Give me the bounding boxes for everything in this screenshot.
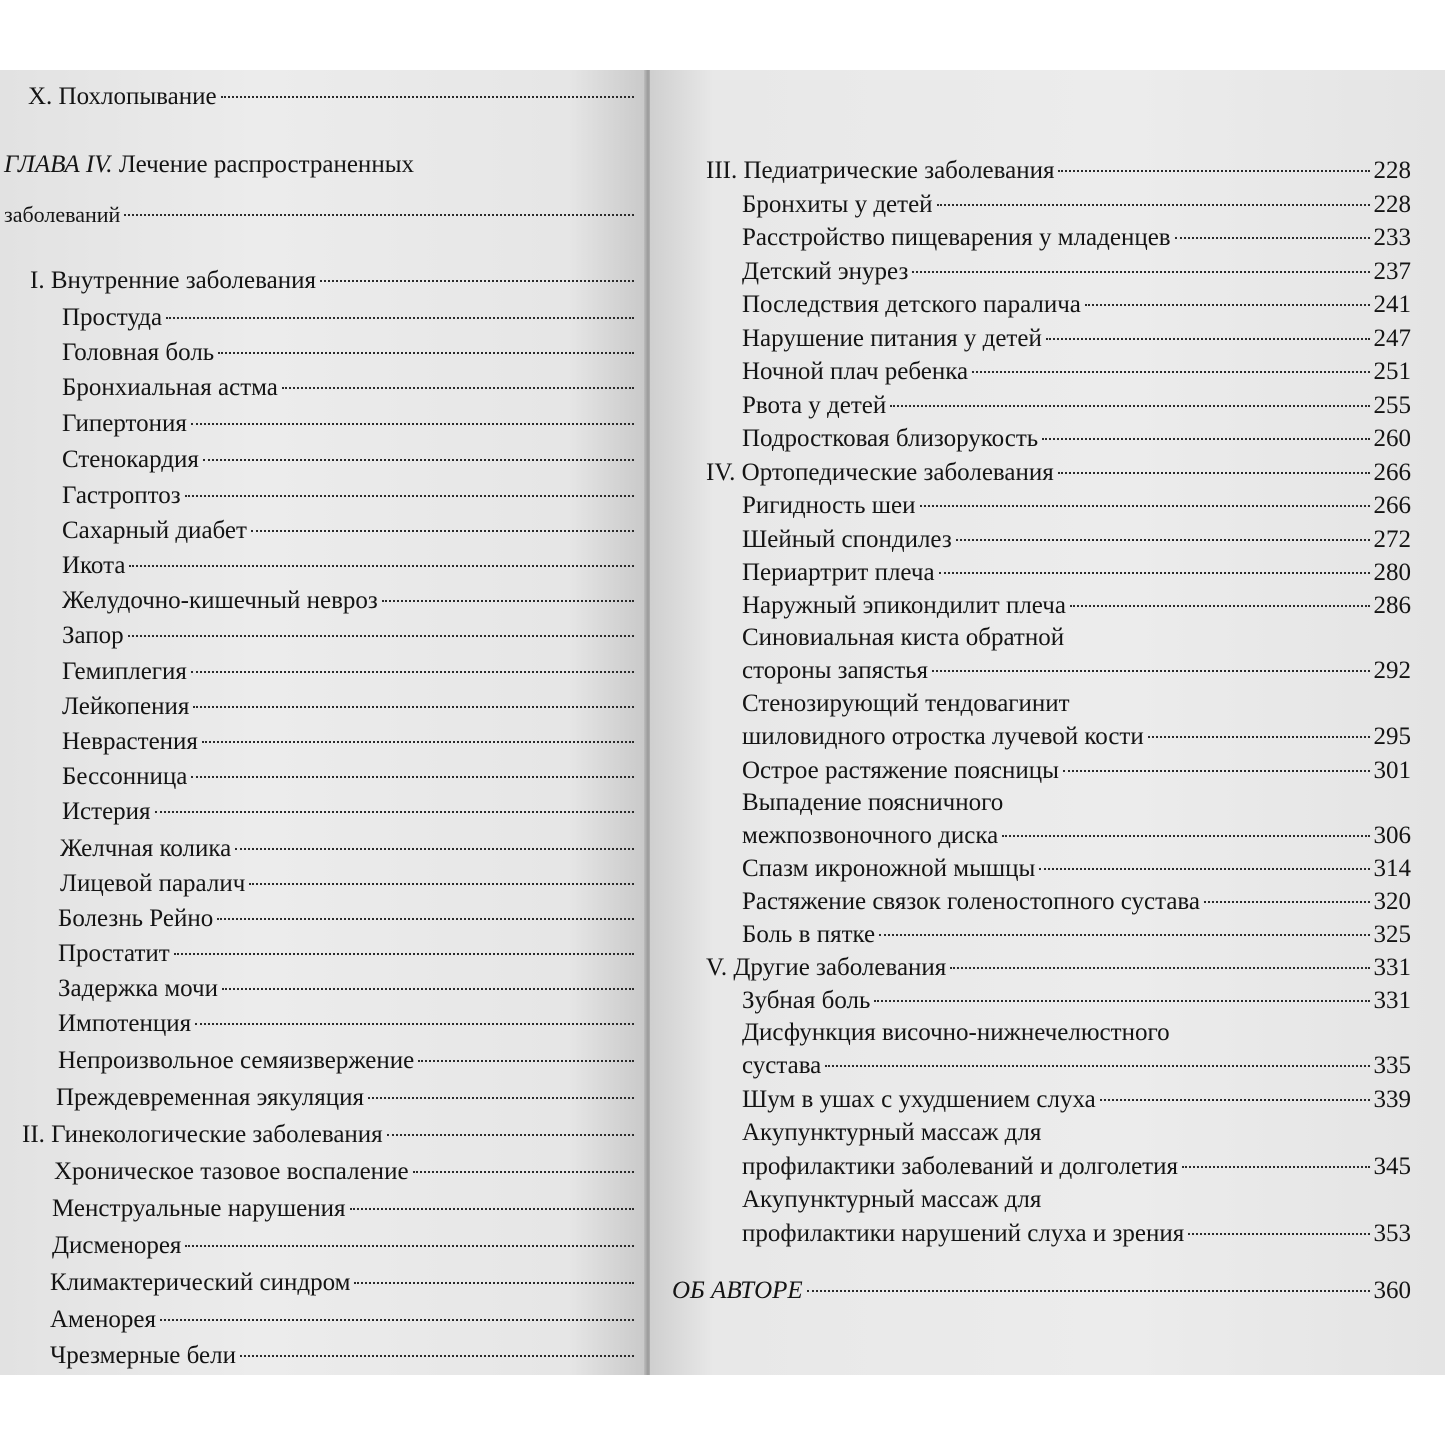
toc-entry (62, 445, 634, 475)
toc-entry-title: межпозвоночного диска (742, 822, 999, 849)
toc-entry (742, 257, 1411, 287)
toc-page-number: 286 (1373, 592, 1411, 619)
dot-leader (195, 1023, 634, 1025)
toc-entry-title: Выпадение поясничного (742, 789, 1004, 816)
toc-entry-title: Нарушение питания у детей (742, 325, 1042, 352)
toc-entry (742, 1051, 1411, 1081)
toc-entry (50, 1268, 634, 1298)
dot-leader (155, 811, 634, 813)
dot-leader (218, 352, 634, 354)
toc-entry (56, 1083, 634, 1113)
toc-page-number: 280 (1373, 559, 1411, 586)
chapter-label: ГЛАВА IV. (4, 151, 113, 178)
toc-entry (58, 1009, 634, 1039)
toc-entry (52, 1194, 634, 1224)
dot-leader (128, 635, 634, 637)
dot-leader (235, 848, 634, 850)
toc-entry (742, 821, 1411, 851)
toc-entry-title: Неврастения (62, 728, 198, 755)
toc-entry (742, 324, 1411, 354)
toc-entry-title: Гастроптоз (62, 482, 181, 509)
toc-entry (62, 692, 634, 722)
toc-entry-title: профилактики заболеваний и долголетия (742, 1153, 1178, 1180)
toc-entry (62, 303, 634, 333)
toc-page-number: 292 (1373, 657, 1411, 684)
toc-entry (60, 834, 634, 864)
toc-entry-title: Хроническое тазовое воспаление (54, 1158, 409, 1185)
toc-entry (62, 797, 634, 827)
toc-entry (58, 974, 634, 1004)
toc-entry-title: ОБ АВТОРЕ (672, 1277, 803, 1304)
toc-entry-title: Ночной плач ребенка (742, 358, 969, 385)
toc-entry-title: Лейкопения (62, 693, 190, 720)
toc-entry-title: Болезнь Рейно (58, 905, 214, 932)
toc-entry-title: стороны запястья (742, 657, 929, 684)
toc-entry (58, 939, 634, 969)
toc-entry-title: Истерия (62, 798, 151, 825)
toc-entry-title: Желудочно-кишечный невроз (62, 587, 378, 614)
toc-entry-title: Гемиплегия (62, 658, 187, 685)
toc-page-number: 266 (1373, 459, 1411, 486)
toc-entry (62, 551, 634, 581)
toc-page-number: 272 (1373, 526, 1411, 553)
toc-entry (742, 1152, 1411, 1182)
dot-leader (418, 1060, 634, 1062)
toc-page-number: 325 (1373, 921, 1411, 948)
toc-entry (742, 357, 1411, 387)
toc-entry-title: Дисфункция височно-нижнечелюстного (742, 1019, 1170, 1046)
toc-page-number: 320 (1373, 888, 1411, 915)
toc-entry (62, 586, 634, 616)
toc-entry (54, 1157, 634, 1187)
toc-page-number: 331 (1373, 987, 1411, 1014)
dot-leader (193, 706, 634, 708)
dot-leader (1070, 605, 1370, 607)
toc-entry (706, 458, 1411, 488)
toc-entry (28, 82, 634, 112)
toc-entry (742, 290, 1411, 320)
toc-page-number: 241 (1373, 291, 1411, 318)
dot-leader (387, 1134, 634, 1136)
toc-page-number: 331 (1373, 954, 1411, 981)
dot-leader (1204, 901, 1370, 903)
toc-entry-title: Простуда (62, 304, 163, 331)
toc-entry-title: Растяжение связок голеностопного сустава (742, 888, 1200, 915)
toc-entry-title: Запор (62, 622, 124, 649)
toc-entry-title: Зубная боль (742, 987, 871, 1014)
dot-leader (1182, 1166, 1370, 1168)
dot-leader (1100, 1099, 1370, 1101)
toc-entry-title: Рвота у детей (742, 392, 887, 419)
toc-entry (50, 1341, 634, 1371)
toc-page-number: 345 (1373, 1153, 1411, 1180)
toc-entry (58, 1046, 634, 1076)
dot-leader (1063, 770, 1370, 772)
toc-entry-title: I. Внутренние заболевания (30, 267, 316, 294)
toc-page-number: 237 (1373, 258, 1411, 285)
toc-entry-title: Желчная колика (60, 835, 232, 862)
toc-page-number: 353 (1373, 1220, 1411, 1247)
toc-entry-title: Периартрит плеча (742, 559, 935, 586)
dot-leader (282, 387, 634, 389)
toc-entry-title: Подростковая близорукость (742, 425, 1039, 452)
toc-entry-title: II. Гинекологические заболевания (22, 1121, 383, 1148)
dot-leader (1042, 438, 1369, 440)
toc-entry-title: Наружный эпикондилит плеча (742, 592, 1066, 619)
toc-entry-title: Бессонница (62, 763, 188, 790)
toc-entry (22, 1120, 634, 1150)
toc-entry (742, 190, 1411, 220)
toc-entry (62, 338, 634, 368)
toc-entry-title: Спазм икроножной мышцы (742, 855, 1036, 882)
dot-leader (1188, 1233, 1369, 1235)
toc-entry-title: Боль в пятке (742, 921, 876, 948)
dot-leader (166, 317, 634, 319)
toc-entry (50, 1305, 634, 1335)
toc-page-number: 301 (1373, 757, 1411, 784)
toc-page-number: 251 (1373, 358, 1411, 385)
toc-entry (742, 1085, 1411, 1115)
toc-entry (58, 904, 634, 934)
toc-page-number: 314 (1373, 855, 1411, 882)
dot-leader (191, 671, 634, 673)
right-page (650, 70, 1445, 1375)
toc-entry (742, 591, 1411, 621)
toc-entry (742, 986, 1411, 1016)
dot-leader (185, 495, 634, 497)
toc-entry-title: Синовиальная киста обратной (742, 624, 1065, 651)
dot-leader (160, 1319, 634, 1321)
dot-leader (249, 883, 634, 885)
dot-leader (217, 918, 634, 920)
toc-entry-title: Детский энурез (742, 258, 909, 285)
toc-entry (742, 223, 1411, 253)
dot-leader (221, 96, 634, 98)
toc-entry (62, 621, 634, 651)
toc-entry (62, 373, 634, 403)
toc-entry (4, 200, 634, 230)
dot-leader (251, 530, 634, 532)
toc-entry (62, 516, 634, 546)
toc-page-number: 335 (1373, 1052, 1411, 1079)
dot-leader (354, 1282, 634, 1284)
dot-leader (185, 1245, 634, 1247)
toc-entry-title: Икота (62, 552, 126, 579)
toc-entry-title: Преждевременная эякуляция (56, 1084, 364, 1111)
toc-entry (742, 391, 1411, 421)
toc-page-number: 247 (1373, 325, 1411, 352)
toc-entry-title: Расстройство пищеварения у младенцев (742, 224, 1171, 251)
dot-leader (350, 1208, 634, 1210)
toc-entry-title: Акупунктурный массаж для (742, 1186, 1042, 1213)
dot-leader (129, 565, 634, 567)
toc-entry-title: Задержка мочи (58, 975, 218, 1002)
toc-page-number: 295 (1373, 723, 1411, 750)
dot-leader (1039, 868, 1369, 870)
dot-leader (950, 967, 1369, 969)
dot-leader (320, 280, 634, 282)
toc-entry (62, 727, 634, 757)
toc-page-number: 255 (1373, 392, 1411, 419)
toc-entry (62, 657, 634, 687)
dot-leader (825, 1065, 1369, 1067)
toc-page-number: 339 (1373, 1086, 1411, 1113)
dot-leader (368, 1097, 634, 1099)
toc-entry (742, 491, 1411, 521)
toc-entry (742, 656, 1411, 686)
dot-leader (1085, 304, 1370, 306)
toc-entry-title: Аменорея (50, 1306, 156, 1333)
toc-entry-title: Острое растяжение поясницы (742, 757, 1059, 784)
toc-entry (62, 481, 634, 511)
toc-page-number: 266 (1373, 492, 1411, 519)
toc-entry (742, 887, 1411, 917)
toc-entry (60, 869, 634, 899)
dot-leader (124, 214, 634, 216)
dot-leader (879, 934, 1369, 936)
toc-entry-title: IV. Ортопедические заболевания (706, 459, 1054, 486)
dot-leader (1148, 736, 1370, 738)
dot-leader (240, 1355, 634, 1357)
toc-entry-title: Шум в ушах с ухудшением слуха (742, 1086, 1096, 1113)
dot-leader (1058, 472, 1370, 474)
dot-leader (191, 776, 634, 778)
dot-leader (912, 271, 1369, 273)
toc-entry-title: Гипертония (62, 410, 187, 437)
toc-entry-title: Простатит (58, 940, 170, 967)
toc-entry (742, 722, 1411, 752)
toc-entry (742, 920, 1411, 950)
toc-entry-title: Импотенция (58, 1010, 192, 1037)
toc-entry-title: X. Похлопывание (28, 83, 217, 110)
dot-leader (203, 459, 634, 461)
toc-entry (706, 953, 1411, 983)
dot-leader (1002, 835, 1369, 837)
dot-leader (191, 423, 634, 425)
toc-entry-title: V. Другие заболевания (706, 954, 947, 981)
dot-leader (807, 1290, 1370, 1292)
left-page (0, 70, 646, 1375)
dot-leader (222, 988, 634, 990)
toc-page-number: 228 (1373, 191, 1411, 218)
toc-entry (742, 525, 1411, 555)
toc-entry-title: Лицевой паралич (60, 870, 246, 897)
toc-entry-title: Дисменорея (52, 1232, 182, 1259)
toc-entry (706, 156, 1411, 186)
dot-leader (920, 505, 1370, 507)
toc-entry-title: Головная боль (62, 339, 215, 366)
dot-leader (890, 405, 1369, 407)
toc-entry-title: Бронхиты у детей (742, 191, 933, 218)
toc-entry-title: Сахарный диабет (62, 517, 247, 544)
toc-entry-title: сустава (742, 1052, 822, 1079)
toc-entry (62, 762, 634, 792)
toc-page-number: 233 (1373, 224, 1411, 251)
toc-entry-title: заболеваний (4, 202, 121, 227)
toc-page-number: 306 (1373, 822, 1411, 849)
toc-entry-title: Шейный спондилез (742, 526, 952, 553)
book-spread (0, 70, 1445, 1375)
toc-entry-title: Непроизвольное семяизвержение (58, 1047, 415, 1074)
toc-entry-title: III. Педиатрические заболевания (706, 157, 1055, 184)
toc-entry-title: Акупунктурный массаж для (742, 1119, 1042, 1146)
dot-leader (939, 572, 1370, 574)
dot-leader (1058, 170, 1369, 172)
toc-entry-title: Стенокардия (62, 446, 199, 473)
toc-entry-title: профилактики нарушений слуха и зрения (742, 1220, 1185, 1247)
dot-leader (972, 371, 1369, 373)
toc-entry (742, 424, 1411, 454)
toc-entry-title: Чрезмерные бели (50, 1342, 236, 1369)
toc-entry (62, 409, 634, 439)
toc-entry (672, 1276, 1411, 1306)
toc-entry (52, 1231, 634, 1261)
toc-entry-title: Стенозирующий тендовагинит (742, 690, 1070, 717)
toc-entry (30, 266, 634, 296)
toc-entry (742, 558, 1411, 588)
dot-leader (1046, 338, 1370, 340)
toc-entry (742, 1219, 1411, 1249)
toc-entry-title: Климактерический синдром (50, 1269, 351, 1296)
toc-entry (742, 756, 1411, 786)
dot-leader (413, 1171, 634, 1173)
toc-page-number: 228 (1373, 157, 1411, 184)
chapter-title: Лечение распространенных (118, 151, 414, 178)
dot-leader (874, 1000, 1369, 1002)
dot-leader (956, 539, 1370, 541)
toc-entry-title: Ригидность шеи (742, 492, 916, 519)
dot-leader (382, 600, 634, 602)
toc-entry-title: шиловидного отростка лучевой кости (742, 723, 1144, 750)
toc-page-number: 360 (1373, 1277, 1411, 1304)
toc-entry-title: Бронхиальная астма (62, 374, 278, 401)
dot-leader (1175, 237, 1370, 239)
toc-page-number: 260 (1373, 425, 1411, 452)
toc-entry (742, 854, 1411, 884)
toc-entry-title: Менструальные нарушения (52, 1195, 346, 1222)
dot-leader (174, 953, 634, 955)
dot-leader (937, 204, 1370, 206)
toc-entry-title: Последствия детского паралича (742, 291, 1081, 318)
dot-leader (932, 670, 1369, 672)
dot-leader (202, 741, 634, 743)
chapter-heading (4, 150, 414, 180)
